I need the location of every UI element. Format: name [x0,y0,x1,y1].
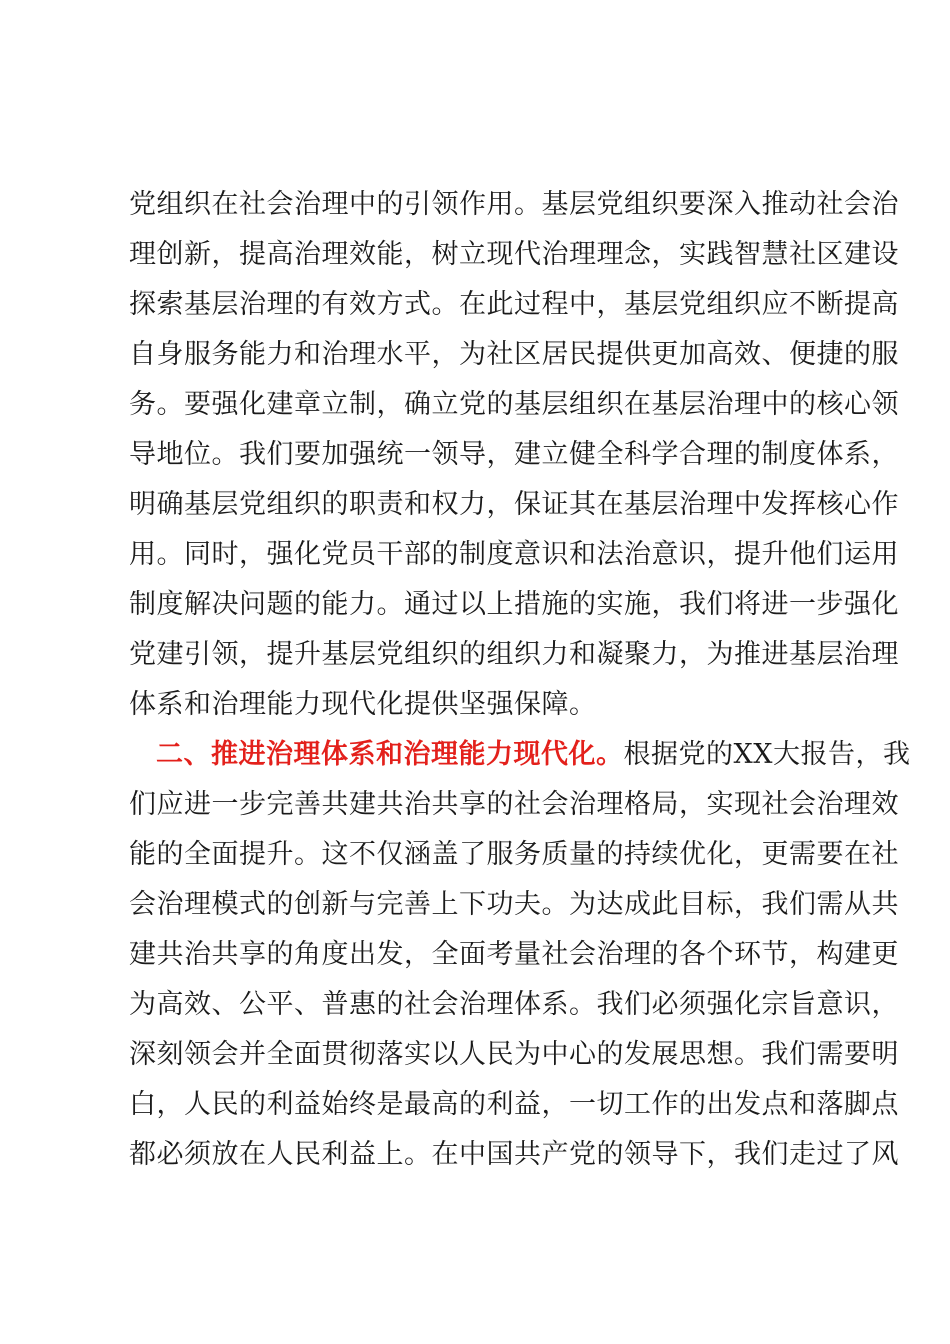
paragraph-1-line: 明确基层党组织的职责和权力，保证其在基层治理中发挥核心作 [129,489,899,520]
paragraph-2-line: 深刻领会并全面贯彻落实以人民为中心的发展思想。我们需要明 [129,1039,899,1070]
paragraph-1-line: 党建引领，提升基层党组织的组织力和凝聚力，为推进基层治理 [129,639,899,670]
paragraph-2-line: 为高效、公平、普惠的社会治理体系。我们必须强化宗旨意识， [129,989,899,1020]
paragraph-1 [129,180,899,730]
paragraph-1-line: 自身服务能力和治理水平，为社区居民提供更加高效、便捷的服 [129,339,899,370]
paragraph-1-line: 党组织在社会治理中的引领作用。基层党组织要深入推动社会治 [129,189,899,220]
paragraph-1-line: 探索基层治理的有效方式。在此过程中，基层党组织应不断提高 [129,289,899,320]
paragraph-1-line: 理创新，提高治理效能，树立现代治理理念，实践智慧社区建设 [129,239,899,270]
paragraph-1-line: 用。同时，强化党员干部的制度意识和法治意识，提升他们运用 [129,539,899,570]
paragraph-1-line: 导地位。我们要加强统一领导，建立健全科学合理的制度体系， [129,439,899,470]
paragraph-1-line: 制度解决问题的能力。通过以上措施的实施，我们将进一步强化 [129,589,899,620]
paragraph-1-line: 务。要强化建章立制，确立党的基层组织在基层治理中的核心领 [129,389,899,420]
section-heading: 二、推进治理体系和治理能力现代化。 [156,739,624,770]
paragraph-2-line: 白，人民的利益始终是最高的利益，一切工作的出发点和落脚点 [129,1089,899,1120]
paragraph-2-line: 建共治共享的角度出发，全面考量社会治理的各个环节，构建更 [129,939,899,970]
paragraph-2-line: 会治理模式的创新与完善上下功夫。为达成此目标，我们需从共 [129,889,899,920]
paragraph-2-line: 都必须放在人民利益上。在中国共产党的领导下，我们走过了风 [129,1139,899,1170]
paragraph-1-line: 体系和治理能力现代化提供坚强保障。 [129,689,597,720]
paragraph-2 [129,730,911,1180]
paragraph-2-line: 们应进一步完善共建共治共享的社会治理格局，实现社会治理效 [129,789,899,820]
paragraph-2-first-line-text: 根据党的XX大报告，我 [623,739,911,770]
paragraph-2-line: 能的全面提升。这不仅涵盖了服务质量的持续优化，更需要在社 [129,839,899,870]
paragraph-2-first-line [129,730,911,780]
